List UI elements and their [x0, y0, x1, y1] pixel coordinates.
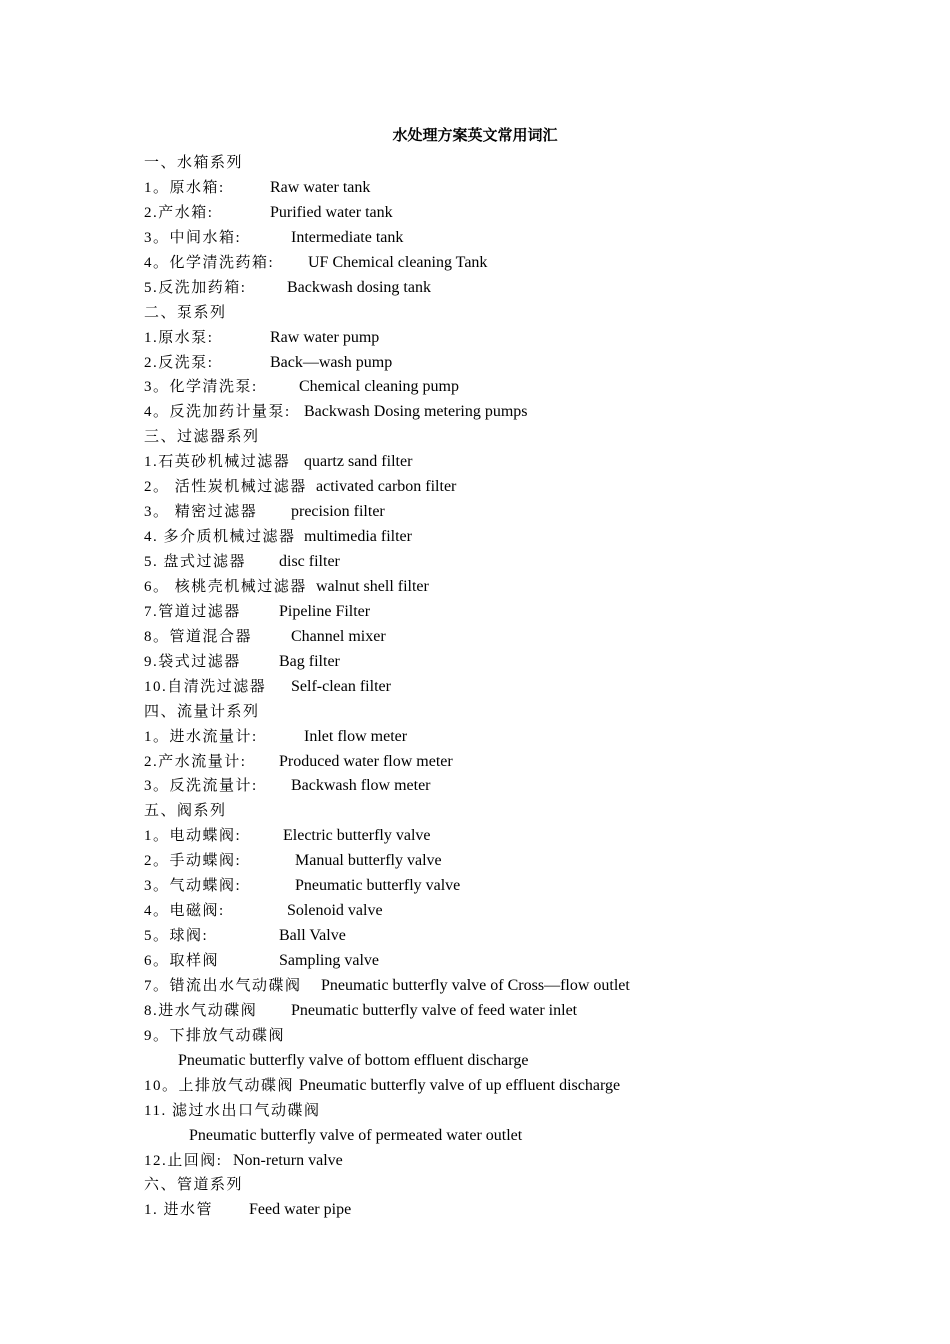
- term-english: Inlet flow meter: [304, 727, 408, 745]
- vocab-line: [144, 176, 844, 201]
- term-english: Self-clean filter: [291, 677, 391, 695]
- vocab-line: [144, 824, 844, 849]
- vocab-line: [144, 750, 844, 775]
- vocab-line: [144, 899, 844, 924]
- vocab-line: [144, 251, 844, 276]
- vocab-line: [144, 650, 844, 675]
- term-english-continuation: [144, 1049, 844, 1074]
- vocab-line: [144, 849, 844, 874]
- term-chinese: 7。错流出水气动碟阀: [144, 977, 302, 994]
- term-english: quartz sand filter: [304, 453, 413, 471]
- term-chinese: 五、阀系列: [144, 803, 227, 820]
- vocab-line: [144, 351, 844, 376]
- vocab-line: [144, 1074, 844, 1099]
- term-chinese: 4. 多介质机械过滤器: [144, 529, 296, 546]
- term-english: disc filter: [279, 553, 340, 570]
- vocab-line: [144, 974, 844, 999]
- term-english: Raw water pump: [270, 328, 380, 346]
- term-english: activated carbon filter: [316, 478, 457, 496]
- term-english: Ball Valve: [279, 927, 346, 945]
- term-english: Channel mixer: [291, 627, 386, 645]
- term-chinese: 5。球阀:: [144, 928, 209, 945]
- term-chinese: 7.管道过滤器: [144, 603, 241, 620]
- term-chinese: 三、过滤器系列: [144, 429, 260, 446]
- term-english: Solenoid valve: [287, 902, 383, 920]
- vocab-line: [144, 450, 844, 475]
- term-english: Back—wash pump: [270, 353, 393, 371]
- vocab-line: [144, 226, 844, 251]
- term-chinese: 1.石英砂机械过滤器: [144, 454, 291, 471]
- vocab-line: [144, 276, 844, 301]
- vocab-line: [144, 625, 844, 650]
- term-chinese: 二、泵系列: [144, 304, 227, 321]
- section-heading: [144, 301, 844, 326]
- vocab-line: [144, 874, 844, 899]
- term-english: precision filter: [291, 503, 385, 521]
- term-chinese: 6。 核桃壳机械过滤器: [144, 578, 307, 595]
- term-chinese: 4。电磁阀:: [144, 903, 225, 920]
- vocab-line: [144, 201, 844, 226]
- vocab-line: [144, 725, 844, 750]
- section-heading: [144, 1099, 844, 1124]
- vocab-line: [144, 1198, 844, 1223]
- term-chinese: 1。原水箱:: [144, 179, 225, 196]
- term-chinese: 4。反洗加药计量泵:: [144, 404, 291, 421]
- vocab-line: [144, 1149, 844, 1174]
- term-english: Pneumatic butterfly valve of permeated water outlet: [189, 1126, 523, 1144]
- term-english: Sampling valve: [279, 952, 379, 969]
- term-chinese: 3。 精密过滤器: [144, 504, 258, 521]
- term-chinese: 8。管道混合器: [144, 628, 253, 645]
- vocab-line: [144, 575, 844, 600]
- term-english: Manual butterfly valve: [295, 852, 442, 870]
- term-english: Non-return valve: [233, 1151, 343, 1169]
- term-chinese: 3。气动蝶阀:: [144, 878, 242, 895]
- term-english: Backwash Dosing metering pumps: [304, 403, 528, 421]
- term-chinese: 六、管道系列: [144, 1177, 244, 1194]
- term-chinese: 9。下排放气动碟阀: [144, 1027, 286, 1044]
- term-chinese: 12.止回阀:: [144, 1152, 223, 1169]
- section-heading: [144, 799, 844, 824]
- term-chinese: 1.原水泵:: [144, 329, 214, 346]
- term-english: Purified water tank: [270, 203, 393, 221]
- vocab-line: [144, 774, 844, 799]
- section-heading: [144, 700, 844, 725]
- vocab-line: [144, 999, 844, 1024]
- term-chinese: 4。化学清洗药箱:: [144, 254, 275, 271]
- term-chinese: 2。 活性炭机械过滤器: [144, 479, 307, 496]
- term-chinese: 3。化学清洗泵:: [144, 379, 258, 396]
- section-heading: [144, 1024, 844, 1049]
- term-english: Raw water tank: [270, 178, 371, 196]
- term-english: Pipeline Filter: [279, 602, 371, 620]
- term-chinese: 9.袋式过滤器: [144, 653, 241, 670]
- term-english: Pneumatic butterfly valve of bottom effluent discharge: [178, 1051, 529, 1069]
- term-chinese: 5. 盘式过滤器: [144, 554, 247, 570]
- term-chinese: 10。上排放气动碟阀: [144, 1077, 295, 1094]
- term-english: Intermediate tank: [291, 228, 404, 246]
- vocab-line: [144, 326, 844, 351]
- term-english: Pneumatic butterfly valve: [295, 877, 461, 895]
- section-heading: [144, 151, 844, 176]
- term-chinese: 8.进水气动碟阀: [144, 1002, 258, 1019]
- vocabulary-list: [144, 151, 844, 1223]
- term-english: UF Chemical cleaning Tank: [308, 253, 488, 271]
- vocab-line: [144, 600, 844, 625]
- term-chinese: 11. 滤过水出口气动碟阀: [144, 1102, 321, 1119]
- term-english: Chemical cleaning pump: [299, 378, 459, 396]
- vocab-line: [144, 375, 844, 400]
- term-english: Backwash dosing tank: [287, 278, 431, 296]
- term-chinese: 2.产水流量计:: [144, 753, 247, 770]
- term-chinese: 10.自清洗过滤器: [144, 678, 267, 695]
- term-chinese: 1. 进水管: [144, 1202, 214, 1219]
- term-english: Feed water pipe: [249, 1201, 352, 1219]
- vocab-line: [144, 550, 844, 575]
- term-english: Bag filter: [279, 652, 340, 670]
- document-title: 水处理方案英文常用词汇: [392, 128, 558, 144]
- term-english: Pneumatic butterfly valve of feed water inlet: [291, 1001, 578, 1019]
- term-chinese: 2.反洗泵:: [144, 354, 214, 371]
- term-english: multimedia filter: [304, 528, 412, 546]
- term-chinese: 1。进水流量计:: [144, 728, 258, 745]
- section-heading: [144, 1173, 844, 1198]
- term-chinese: 四、流量计系列: [144, 703, 260, 720]
- term-chinese: 一、水箱系列: [144, 155, 244, 171]
- term-chinese: 5.反洗加药箱:: [144, 279, 247, 296]
- term-english: Pneumatic butterfly valve of Cross—flow outlet: [321, 976, 630, 994]
- term-english: Electric butterfly valve: [283, 827, 431, 845]
- term-chinese: 3。反洗流量计:: [144, 778, 258, 795]
- vocab-line: [144, 675, 844, 700]
- vocab-line: [144, 949, 844, 974]
- term-chinese: 3。中间水箱:: [144, 229, 242, 246]
- term-english: Backwash flow meter: [291, 777, 431, 795]
- term-chinese: 6。取样阀: [144, 953, 220, 969]
- vocab-line: [144, 475, 844, 500]
- vocab-line: [144, 924, 844, 949]
- vocab-line: [144, 525, 844, 550]
- term-chinese: 2.产水箱:: [144, 204, 214, 221]
- section-heading: [144, 425, 844, 450]
- term-english: Produced water flow meter: [279, 752, 453, 770]
- term-english-continuation: [144, 1124, 844, 1149]
- term-chinese: 2。手动蝶阀:: [144, 853, 242, 870]
- term-chinese: 1。电动蝶阀:: [144, 828, 242, 845]
- term-english: Pneumatic butterfly valve of up effluent discharge: [299, 1076, 621, 1094]
- vocab-line: [144, 400, 844, 425]
- vocab-line: [144, 500, 844, 525]
- term-english: walnut shell filter: [316, 577, 429, 595]
